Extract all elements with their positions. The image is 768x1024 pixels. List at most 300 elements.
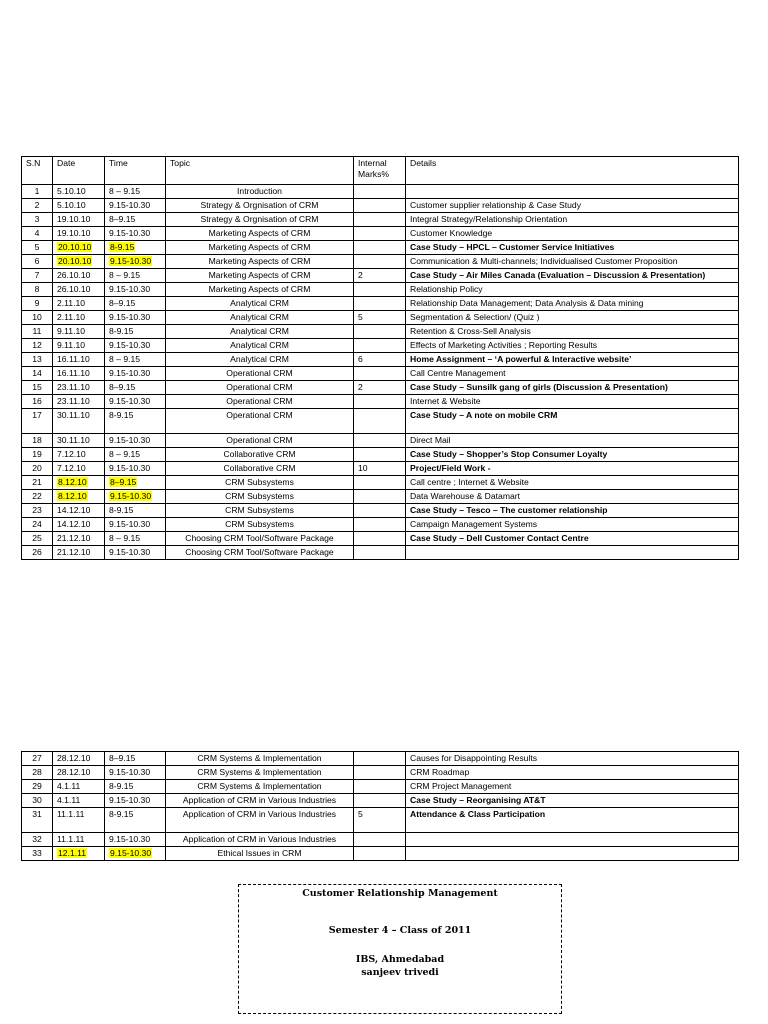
cell-date-text: 28.12.10 [57, 753, 91, 763]
cell-time [105, 283, 166, 297]
cell-details-text: Home Assignment – ‘A powerful & Interactive website’ [410, 354, 632, 364]
cell-date [53, 185, 105, 199]
cell-date [53, 504, 105, 518]
cell-sn-text: 25 [32, 533, 42, 543]
cell-date [53, 395, 105, 409]
cell-topic-text: Choosing CRM Tool/Software Package [185, 533, 334, 543]
cell-time-text: 9.15-10.30 [109, 396, 151, 406]
cell-details [406, 847, 739, 861]
cell-sn [22, 367, 53, 381]
cell-time-text: 9.15-10.30 [109, 200, 151, 210]
cell-time-text: 9.15-10.30 [109, 340, 151, 350]
cell-date [53, 353, 105, 367]
cell-date-text: 11.1.11 [57, 809, 85, 819]
cell-date [53, 752, 105, 766]
cell-date-text: 26.10.10 [57, 270, 91, 280]
cell-topic-text: Marketing Aspects of CRM [208, 284, 311, 294]
cell-sn [22, 185, 53, 199]
cell-date-text: 19.10.10 [57, 228, 91, 238]
cell-time [105, 504, 166, 518]
cell-topic-text: Marketing Aspects of CRM [208, 270, 311, 280]
cell-sn [22, 381, 53, 395]
cell-time-text: 9.15-10.30 [109, 435, 151, 445]
cell-marks-text: 2 [358, 270, 363, 280]
cell-details [406, 462, 739, 476]
cell-date [53, 381, 105, 395]
table-row [22, 185, 739, 199]
cell-sn-text: 30 [32, 795, 42, 805]
table-row [22, 409, 739, 434]
cell-date-text: 4.1.11 [57, 795, 81, 805]
cell-details [406, 546, 739, 560]
cell-topic-text: Strategy & Orgnisation of CRM [200, 214, 319, 224]
cell-date-text: 23.11.10 [57, 396, 90, 406]
cell-topic [166, 847, 354, 861]
cell-topic-text: Analytical CRM [230, 326, 289, 336]
cell-topic-text: Marketing Aspects of CRM [208, 242, 311, 252]
cell-marks [354, 283, 406, 297]
cell-sn [22, 213, 53, 227]
table-row [22, 255, 739, 269]
cell-details-text: Effects of Marketing Activities ; Reporting Results [410, 340, 598, 350]
cell-topic [166, 241, 354, 255]
cell-topic-text: Application of CRM in Various Industries [182, 834, 337, 844]
cell-topic-text: CRM Subsystems [225, 519, 294, 529]
cell-time-text: 9.15-10.30 [110, 256, 152, 266]
cell-time-text: 8–9.15 [110, 477, 137, 487]
cell-details [406, 794, 739, 808]
cell-topic [166, 339, 354, 353]
cell-marks-text: 10 [358, 463, 368, 473]
header-marks-line2: Marks% [358, 169, 390, 179]
cell-details [406, 532, 739, 546]
cell-time-text: 8-9.15 [109, 781, 134, 791]
cell-date-text: 30.11.10 [57, 435, 90, 445]
table-row [22, 504, 739, 518]
cell-marks [354, 476, 406, 490]
cell-topic [166, 546, 354, 560]
cell-topic-text: Analytical CRM [230, 340, 289, 350]
cell-sn-text: 6 [34, 256, 40, 266]
cell-topic-text: Marketing Aspects of CRM [208, 228, 311, 238]
cell-marks [354, 780, 406, 794]
cell-topic [166, 504, 354, 518]
schedule-table-part2 [21, 751, 739, 861]
table-row [22, 518, 739, 532]
cell-sn-text: 32 [32, 834, 42, 844]
cell-topic [166, 395, 354, 409]
cell-marks [354, 448, 406, 462]
cell-date-text: 5.10.10 [57, 200, 86, 210]
cell-details-text: CRM Project Management [410, 781, 512, 791]
cell-date [53, 833, 105, 847]
cell-sn [22, 518, 53, 532]
cell-time [105, 518, 166, 532]
cell-topic-text: Application of CRM in Various Industries [182, 795, 337, 805]
cell-sn-text: 20 [32, 463, 42, 473]
cell-time-text: 8–9.15 [109, 214, 136, 224]
cell-time-text: 9.15-10.30 [109, 547, 151, 557]
cell-date [53, 808, 105, 833]
cell-details-text: Relationship Policy [410, 284, 483, 294]
cell-time [105, 325, 166, 339]
cell-details [406, 297, 739, 311]
cell-details [406, 241, 739, 255]
cell-marks-text: 6 [358, 354, 363, 364]
cell-date [53, 227, 105, 241]
cell-time [105, 395, 166, 409]
cell-date [53, 199, 105, 213]
cell-sn [22, 780, 53, 794]
cell-topic-text: CRM Subsystems [225, 505, 294, 515]
cell-date [53, 255, 105, 269]
cell-topic-text: CRM Subsystems [225, 491, 294, 501]
cell-time [105, 833, 166, 847]
table-row [22, 532, 739, 546]
cell-topic-text: Analytical CRM [230, 354, 289, 364]
cell-sn-text: 24 [32, 519, 42, 529]
cell-sn-text: 28 [32, 767, 42, 777]
cell-details-text: Call centre ; Internet & Website [410, 477, 529, 487]
schedule-body-part1 [22, 185, 739, 560]
cell-date [53, 297, 105, 311]
cell-date-text: 9.11.10 [57, 340, 86, 350]
cell-sn [22, 353, 53, 367]
cell-date [53, 532, 105, 546]
cell-sn-text: 10 [32, 312, 42, 322]
course-title: Customer Relationship Management [302, 888, 498, 899]
cell-topic [166, 199, 354, 213]
cell-marks-text: 5 [358, 809, 363, 819]
cell-date-text: 19.10.10 [57, 214, 91, 224]
cell-details [406, 833, 739, 847]
cell-details-text: Segmentation & Selection/ (Quiz ) [410, 312, 540, 322]
cell-topic [166, 780, 354, 794]
cell-time [105, 339, 166, 353]
header-topic: Topic [166, 157, 354, 185]
table-row [22, 490, 739, 504]
cell-time-text: 9.15-10.30 [109, 284, 151, 294]
cell-details-text: Case Study – Dell Customer Contact Centre [410, 533, 589, 543]
cell-sn [22, 490, 53, 504]
cell-time-text: 8 – 9.15 [109, 533, 141, 543]
cell-marks [354, 808, 406, 833]
cell-details [406, 395, 739, 409]
cell-topic [166, 833, 354, 847]
cell-sn-text: 7 [34, 270, 40, 280]
cell-details [406, 808, 739, 833]
cell-details-text: Causes for Disappointing Results [410, 753, 538, 763]
course-info-box [238, 884, 562, 1014]
cell-topic-text: CRM Systems & Implementation [197, 781, 322, 791]
cell-marks [354, 185, 406, 199]
cell-date [53, 269, 105, 283]
cell-marks [354, 532, 406, 546]
cell-date-text: 14.12.10 [57, 519, 91, 529]
cell-time [105, 185, 166, 199]
cell-details-text: Customer Knowledge [410, 228, 493, 238]
table-row [22, 434, 739, 448]
cell-topic-text: Analytical CRM [230, 312, 289, 322]
cell-topic [166, 518, 354, 532]
cell-time [105, 381, 166, 395]
cell-time [105, 780, 166, 794]
cell-time-text: 8 – 9.15 [109, 354, 141, 364]
cell-time-text: 8-9.15 [110, 242, 135, 252]
cell-sn [22, 241, 53, 255]
table-row [22, 766, 739, 780]
cell-sn [22, 546, 53, 560]
cell-details [406, 227, 739, 241]
cell-time [105, 794, 166, 808]
cell-topic [166, 532, 354, 546]
cell-details [406, 409, 739, 434]
cell-topic-text: Operational CRM [226, 382, 293, 392]
cell-time-text: 8-9.15 [109, 809, 134, 819]
cell-sn [22, 339, 53, 353]
table-row [22, 395, 739, 409]
cell-marks [354, 462, 406, 476]
cell-date [53, 434, 105, 448]
cell-time-text: 8–9.15 [109, 298, 136, 308]
cell-details-text: Case Study – HPCL – Customer Service Initiatives [410, 242, 615, 252]
cell-sn [22, 808, 53, 833]
cell-time [105, 546, 166, 560]
cell-date-text: 26.10.10 [57, 284, 91, 294]
cell-marks-text: 5 [358, 312, 363, 322]
cell-time-text: 9.15-10.30 [109, 519, 151, 529]
cell-details [406, 283, 739, 297]
cell-date [53, 518, 105, 532]
cell-sn [22, 752, 53, 766]
cell-details [406, 269, 739, 283]
cell-time [105, 766, 166, 780]
cell-topic-text: Collaborative CRM [223, 449, 296, 459]
cell-sn [22, 448, 53, 462]
cell-time-text: 9.15-10.30 [110, 848, 152, 858]
cell-time [105, 448, 166, 462]
cell-sn-text: 18 [32, 435, 42, 445]
institute-label: IBS, Ahmedabad [355, 954, 445, 965]
cell-details [406, 199, 739, 213]
cell-topic [166, 325, 354, 339]
table-row [22, 780, 739, 794]
cell-time [105, 227, 166, 241]
schedule-table-part1 [21, 156, 739, 560]
cell-sn-text: 12 [32, 340, 42, 350]
cell-sn-text: 21 [32, 477, 42, 487]
cell-time [105, 269, 166, 283]
cell-topic-text: Operational CRM [226, 368, 293, 378]
cell-date [53, 794, 105, 808]
cell-topic-text: Strategy & Orgnisation of CRM [200, 200, 319, 210]
cell-marks [354, 766, 406, 780]
cell-marks [354, 213, 406, 227]
cell-sn [22, 409, 53, 434]
cell-time-text: 8 – 9.15 [109, 449, 141, 459]
cell-sn-text: 5 [34, 242, 40, 252]
cell-date-text: 2.11.10 [57, 312, 86, 322]
cell-date [53, 476, 105, 490]
cell-date-text: 7.12.10 [57, 449, 86, 459]
cell-time [105, 808, 166, 833]
cell-marks [354, 227, 406, 241]
cell-details [406, 213, 739, 227]
cell-sn [22, 794, 53, 808]
cell-time [105, 434, 166, 448]
cell-time-text: 8–9.15 [109, 753, 136, 763]
cell-marks [354, 847, 406, 861]
cell-sn-text: 29 [32, 781, 42, 791]
cell-marks [354, 297, 406, 311]
cell-details [406, 518, 739, 532]
cell-topic-text: CRM Subsystems [225, 477, 294, 487]
table-row [22, 752, 739, 766]
cell-sn [22, 395, 53, 409]
cell-marks [354, 518, 406, 532]
cell-details-text: Integral Strategy/Relationship Orientation [410, 214, 568, 224]
cell-details-text: Call Centre Management [410, 368, 506, 378]
cell-topic [166, 311, 354, 325]
cell-sn [22, 255, 53, 269]
cell-sn [22, 311, 53, 325]
cell-date-text: 8.12.10 [58, 491, 87, 501]
cell-sn-text: 26 [32, 547, 42, 557]
cell-sn [22, 462, 53, 476]
cell-date [53, 367, 105, 381]
cell-sn [22, 847, 53, 861]
cell-topic [166, 297, 354, 311]
cell-date [53, 283, 105, 297]
cell-marks [354, 381, 406, 395]
cell-sn [22, 434, 53, 448]
cell-details-text: Case Study – Air Miles Canada (Evaluation – Discussion & Presentation) [410, 270, 706, 280]
cell-sn-text: 23 [32, 505, 42, 515]
cell-sn-text: 8 [34, 284, 40, 294]
cell-date-text: 5.10.10 [57, 186, 86, 196]
cell-details [406, 185, 739, 199]
cell-marks [354, 794, 406, 808]
table-row [22, 283, 739, 297]
cell-time [105, 297, 166, 311]
table-row [22, 213, 739, 227]
cell-details-text: Direct Mail [410, 435, 451, 445]
cell-time-text: 9.15-10.30 [109, 795, 151, 805]
cell-date-text: 16.11.10 [57, 368, 90, 378]
cell-sn-text: 4 [34, 228, 40, 238]
header-details: Details [406, 157, 739, 185]
cell-details-text: Case Study – Sunsilk gang of girls (Discussion & Presentation) [410, 382, 668, 392]
cell-date-text: 12.1.11 [58, 848, 87, 858]
cell-sn-text: 22 [32, 491, 42, 501]
cell-topic [166, 353, 354, 367]
schedule-body-part2 [22, 752, 739, 861]
cell-topic [166, 462, 354, 476]
cell-topic [166, 434, 354, 448]
cell-time-text: 8-9.15 [109, 326, 134, 336]
cell-sn-text: 3 [34, 214, 40, 224]
cell-time [105, 255, 166, 269]
cell-marks [354, 546, 406, 560]
cell-sn [22, 297, 53, 311]
header-sn: S.N [22, 157, 53, 185]
cell-topic [166, 185, 354, 199]
cell-details-text: Customer supplier relationship & Case Study [410, 200, 582, 210]
cell-topic [166, 448, 354, 462]
cell-time-text: 9.15-10.30 [109, 228, 151, 238]
cell-details-text: Campaign Management Systems [410, 519, 538, 529]
cell-details-text: Case Study – A note on mobile CRM [410, 410, 558, 420]
table-row [22, 367, 739, 381]
cell-date [53, 311, 105, 325]
cell-sn-text: 13 [32, 354, 42, 364]
table-row [22, 546, 739, 560]
cell-sn [22, 476, 53, 490]
author-name: sanjeev trivedi [361, 967, 439, 978]
cell-details [406, 780, 739, 794]
cell-topic [166, 752, 354, 766]
cell-marks-text: 2 [358, 382, 363, 392]
cell-topic [166, 283, 354, 297]
cell-topic-text: Operational CRM [226, 410, 293, 420]
cell-details-text: CRM Roadmap [410, 767, 470, 777]
table-row [22, 808, 739, 833]
cell-time-text: 8-9.15 [109, 505, 134, 515]
cell-date-text: 28.12.10 [57, 767, 91, 777]
cell-time [105, 353, 166, 367]
cell-marks [354, 269, 406, 283]
cell-details [406, 490, 739, 504]
cell-time [105, 532, 166, 546]
cell-sn [22, 227, 53, 241]
table-row [22, 325, 739, 339]
cell-date-text: 4.1.11 [57, 781, 81, 791]
cell-time [105, 199, 166, 213]
cell-time [105, 367, 166, 381]
cell-sn-text: 31 [32, 809, 42, 819]
cell-date [53, 766, 105, 780]
cell-date [53, 847, 105, 861]
cell-details [406, 752, 739, 766]
cell-sn-text: 16 [32, 396, 42, 406]
header-marks-line1: Internal [358, 158, 387, 168]
cell-marks [354, 353, 406, 367]
cell-details [406, 504, 739, 518]
cell-time [105, 752, 166, 766]
cell-date-text: 21.12.10 [57, 533, 91, 543]
cell-date [53, 339, 105, 353]
cell-topic [166, 367, 354, 381]
cell-time [105, 409, 166, 434]
cell-details-text: Retention & Cross-Sell Analysis [410, 326, 531, 336]
cell-marks [354, 311, 406, 325]
cell-topic-text: CRM Systems & Implementation [197, 753, 322, 763]
cell-time-text: 9.15-10.30 [109, 463, 151, 473]
cell-marks [354, 434, 406, 448]
cell-topic-text: Ethical Issues in CRM [217, 848, 302, 858]
cell-date [53, 490, 105, 504]
cell-topic-text: Choosing CRM Tool/Software Package [185, 547, 334, 557]
cell-time-text: 9.15-10.30 [110, 491, 152, 501]
cell-marks [354, 339, 406, 353]
cell-date-text: 11.1.11 [57, 834, 85, 844]
cell-date [53, 409, 105, 434]
cell-topic [166, 269, 354, 283]
cell-time [105, 213, 166, 227]
cell-marks [354, 752, 406, 766]
cell-sn-text: 33 [32, 848, 42, 858]
cell-topic [166, 227, 354, 241]
